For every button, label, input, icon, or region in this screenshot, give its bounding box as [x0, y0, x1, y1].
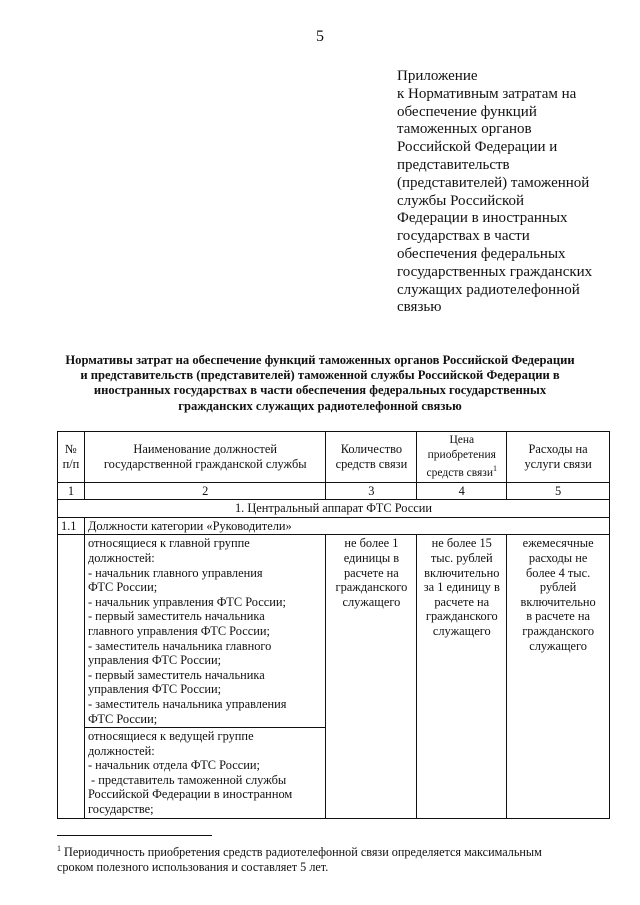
position-line: ФТС России; — [87, 711, 158, 726]
appendix-line: службы Российской — [397, 192, 524, 209]
empty-cell — [58, 535, 85, 818]
header-num-line: № — [65, 442, 77, 457]
services-line: гражданского — [522, 623, 595, 638]
title-line: Нормативы затрат на обеспечение функций таможенных органов Российской Федерации — [65, 353, 575, 367]
appendix-header — [397, 68, 612, 317]
position-line: главного управления ФТС России; — [87, 623, 270, 638]
appendix-line: Федерации в иностранных — [397, 210, 568, 227]
section-row — [58, 500, 610, 518]
header-price-line: приобретения — [427, 448, 496, 461]
position-line: - заместитель начальника главного — [87, 638, 272, 653]
category-name: Должности категории «Руководители» — [84, 517, 609, 535]
footnote-line: сроком полезного использования и составляет 5 лет. — [57, 860, 329, 875]
header-price-line — [420, 462, 503, 480]
norms-table — [57, 431, 610, 819]
appendix-line: связью — [397, 299, 442, 316]
footnote-text: Периодичность приобретения средств радиотелефонной связи определяется максимальным — [61, 845, 542, 860]
group-main-positions — [84, 535, 326, 728]
services-line: в расчете на — [526, 609, 590, 624]
position-line: - начальник главного управления — [87, 565, 263, 580]
footnote-line — [57, 841, 617, 860]
page-number: 5 — [316, 28, 324, 45]
position-line: - заместитель начальника управления — [87, 696, 287, 711]
appendix-line: служащих радиотелефонной — [397, 281, 580, 298]
header-qty-line: Количество — [340, 442, 403, 457]
category-number: 1.1 — [58, 517, 85, 535]
appendix-line: Приложение — [397, 68, 478, 84]
header-position-name — [84, 432, 326, 483]
col-number: 2 — [84, 482, 326, 500]
position-line: - начальник управления ФТС России; — [87, 594, 286, 609]
header-price-line: Цена — [449, 434, 475, 446]
title-line: и представительств (представителей) таможенной службы Российской Федерации в — [80, 368, 560, 383]
quantity-line: расчете на — [343, 565, 399, 580]
header-num — [58, 432, 85, 483]
footnote-marker: 1 — [57, 844, 61, 853]
services-line: расходы не — [528, 550, 588, 565]
position-line: - первый заместитель начальника — [87, 609, 265, 624]
col-number: 3 — [326, 482, 417, 500]
price-line: расчете на — [434, 594, 490, 609]
header-services-line: Расходы на — [528, 442, 588, 457]
appendix-line: представительств — [397, 156, 510, 173]
header-name-line: государственной гражданской службы — [103, 456, 307, 471]
appendix-line: к Нормативным затратам на — [397, 85, 577, 102]
position-line: - первый заместитель начальника — [87, 667, 265, 682]
appendix-line: обеспечение функций — [397, 103, 537, 120]
position-line: должностей: — [87, 550, 155, 565]
position-line: - начальник отдела ФТС России; — [87, 758, 260, 773]
quantity-line: служащего — [342, 594, 401, 609]
services-cell — [507, 535, 610, 818]
header-price — [417, 432, 507, 483]
position-line: - представитель таможенной службы — [87, 772, 287, 787]
position-line: государстве; — [87, 802, 154, 817]
position-line: управления ФТС России; — [87, 653, 222, 668]
price-line: за 1 единицу в — [423, 580, 500, 595]
section-title: 1. Центральный аппарат ФТС России — [58, 500, 610, 518]
services-line: рублей — [539, 580, 577, 595]
header-services — [507, 432, 610, 483]
quantity-line: не более 1 — [344, 536, 399, 551]
column-number-row — [58, 482, 610, 500]
col-number: 1 — [58, 482, 85, 500]
col-number: 5 — [507, 482, 610, 500]
category-row — [58, 517, 610, 535]
price-line: гражданского — [425, 609, 498, 624]
title-line: иностранных государствах в части обеспечения федеральных государственных — [93, 383, 547, 398]
appendix-line: государствах в части — [397, 228, 530, 245]
header-qty-line: средств связи — [335, 456, 408, 471]
col-number: 4 — [417, 482, 507, 500]
footnote-ref: 1 — [493, 464, 497, 474]
appendix-line: государственных гражданских — [397, 263, 593, 280]
appendix-line: обеспечения федеральных — [397, 245, 566, 262]
header-price-text: средств связи — [426, 467, 493, 480]
price-line: не более 15 — [431, 536, 492, 551]
footnote-separator — [57, 835, 212, 836]
document-title — [40, 353, 600, 414]
price-line: служащего — [432, 623, 491, 638]
services-line: служащего — [529, 638, 587, 653]
services-line: включительно — [520, 594, 596, 609]
price-cell — [417, 535, 507, 818]
title-line: гражданских служащих радиотелефонной связью — [178, 398, 462, 413]
header-num-line: п/п — [62, 456, 80, 471]
table-header-row — [58, 432, 610, 483]
appendix-line: (представителей) таможенной — [397, 174, 590, 191]
header-services-line: услуги связи — [524, 456, 592, 471]
quantity-line: гражданского — [335, 580, 408, 595]
quantity-cell — [326, 535, 417, 818]
position-line: ФТС России; — [87, 580, 158, 595]
position-line: относящиеся к главной группе — [87, 536, 250, 551]
price-line: тыс. рублей — [430, 550, 493, 565]
group-row-main — [58, 535, 610, 728]
footnote — [57, 841, 617, 875]
header-name-line: Наименование должностей — [133, 442, 277, 457]
appendix-line: Российской Федерации и — [397, 139, 558, 156]
group-leading-positions — [84, 728, 326, 819]
header-quantity — [326, 432, 417, 483]
appendix-line: таможенных органов — [397, 121, 532, 138]
quantity-line: единицы в — [343, 550, 400, 565]
position-line: относящиеся к ведущей группе — [87, 729, 254, 744]
position-line: Российской Федерации в иностранном — [87, 787, 293, 802]
position-line: должностей: — [87, 743, 155, 758]
price-line: включительно — [424, 565, 500, 580]
position-line: управления ФТС России; — [87, 682, 222, 697]
services-line: более 4 тыс. — [525, 565, 591, 580]
services-line: ежемесячные — [522, 536, 594, 551]
